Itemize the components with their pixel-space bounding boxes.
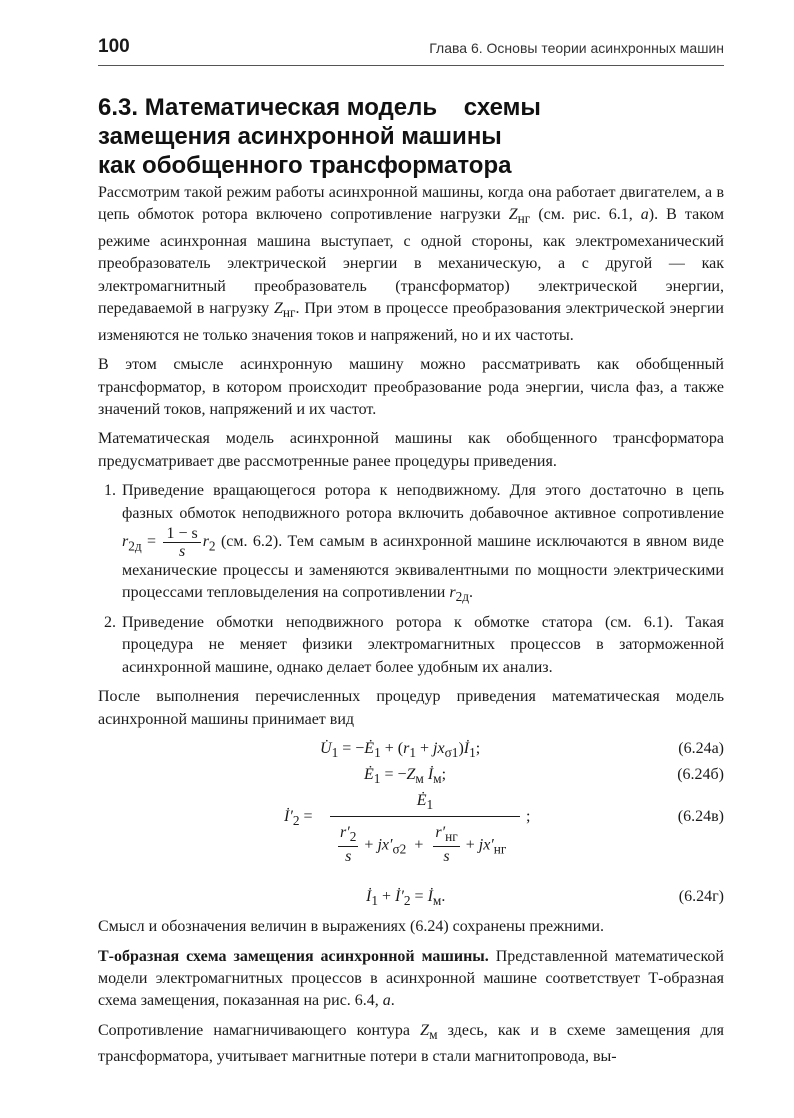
operator: =: [299, 808, 313, 826]
sub-fraction: [433, 824, 459, 867]
text: Рассмотрим такой режим работы асинхронной машины, когда она работает двигателем, а в цепь обмоток ротора включено сопротивление нагрузки: [98, 184, 724, 224]
operator: ;: [475, 740, 481, 758]
sub-fraction: [338, 824, 358, 867]
subscript: 2д: [128, 538, 142, 554]
symbol: Z: [508, 206, 518, 224]
operator: +: [416, 740, 434, 758]
procedure-list: [98, 480, 724, 679]
subscript: 1: [371, 893, 378, 909]
fraction: [163, 525, 200, 560]
subscript: 2: [292, 813, 300, 829]
paragraph: Смысл и обозначения величин в выражениях (6.24) сохранены прежними.: [98, 918, 604, 936]
subscript: м: [429, 1026, 438, 1042]
sub-fraction-numerator: [433, 824, 459, 847]
text: здесь, как и в схеме замещения для трансформатора, учитывает магнитные потери в стали магнитопровода, вы-: [98, 1021, 725, 1066]
symbol: Z: [273, 300, 283, 318]
symbol: Z: [420, 1021, 430, 1039]
text: ). В таком режиме асинхронная машина выступает, с одной стороны, как электромеханический преобразователь электрической энергии в механическую, а с другой — как электромагнитный преобразователь (трансформатор) электрической энергии, передаваемой в нагрузку: [98, 206, 724, 318]
header-rule: [98, 65, 724, 66]
symbol: jx′: [377, 836, 393, 854]
fraction-denominator: [336, 824, 526, 867]
symbol: r′: [435, 824, 446, 842]
subscript: нг: [493, 841, 507, 857]
subscript: нг: [517, 211, 531, 227]
page-header: [98, 32, 724, 62]
operator: = −: [380, 766, 407, 784]
list-item: [120, 480, 724, 609]
fraction-bar: [330, 816, 520, 817]
symbol: s: [443, 848, 450, 866]
subscript: 2д: [455, 589, 470, 605]
text: (см. 6.2). Тем самым в асинхронной машине исключаются в явном виде механические процессы и заменяются эквивалентными по мощности электрическими процессами тепловыделения на сопротивлении: [122, 533, 724, 602]
subscript: σ2: [392, 841, 407, 857]
subscript: м: [415, 771, 424, 787]
equation-6-24b: [98, 764, 724, 790]
symbol: Ė: [364, 740, 375, 758]
subscript: 1: [374, 745, 381, 761]
symbol: r: [403, 740, 410, 758]
symbol: İ: [463, 740, 470, 758]
symbol: Ė: [416, 792, 427, 810]
subscript: 1: [373, 771, 381, 787]
run-in-heading: Т-образная схема замещения асинхронной машины.: [98, 947, 489, 965]
symbol: Z: [406, 766, 416, 784]
text: =: [141, 533, 162, 551]
text: .: [469, 584, 474, 602]
section-title: [98, 93, 724, 180]
text: (см. рис. 6.1,: [530, 206, 641, 224]
symbol: jx: [433, 740, 445, 758]
operator: + (: [380, 740, 404, 758]
symbol: İ: [366, 888, 372, 906]
paragraph: [98, 1020, 724, 1069]
fraction-numerator: [330, 790, 520, 817]
equation-6-24v: [98, 790, 724, 886]
section-title-line: как обобщенного трансформатора: [98, 152, 512, 179]
paragraph: [98, 182, 724, 347]
symbol: Ė: [364, 766, 374, 784]
equation-label: (6.24б): [677, 766, 724, 784]
subscript: м: [432, 893, 442, 909]
equation-6-24g: [98, 886, 724, 916]
sub-fraction-denominator: [338, 847, 358, 867]
chapter-title: Глава 6. Основы теории асинхронных машин: [429, 40, 724, 56]
sub-fraction-numerator: [338, 824, 358, 847]
operator: =: [410, 888, 428, 906]
equation-body: [364, 764, 446, 791]
symbol: s: [178, 543, 186, 561]
text: . При этом в процессе преобразования электрической энергии изменяются не только значения токов и напряжений, но и их частоты.: [98, 300, 724, 344]
subscript: σ1: [444, 745, 459, 761]
subscript: 1: [469, 745, 476, 761]
symbol: r: [122, 533, 129, 551]
subscript: 1: [409, 745, 416, 761]
operator: +: [378, 888, 396, 906]
equation-6-24a: [98, 738, 724, 764]
subscript: нг: [282, 305, 296, 321]
figure-letter: а: [640, 206, 649, 224]
operator: ;: [526, 808, 531, 826]
symbol: İ′: [284, 808, 293, 826]
paragraph: После выполнения перечисленных процедур приведения математическая модель асинхронной машины принимает вид: [98, 688, 724, 728]
paragraph: [98, 946, 724, 1013]
operator: .: [441, 888, 446, 906]
symbol: r: [202, 533, 209, 551]
subscript: 2: [349, 829, 357, 845]
subscript: 1: [426, 797, 434, 813]
sub-fraction-denominator: [433, 847, 459, 867]
operator: +: [461, 836, 479, 854]
symbol: İ′: [395, 888, 404, 906]
section-title-line: 6.3. Математическая модель схемы: [98, 94, 541, 121]
operator: +: [406, 836, 432, 854]
fraction-numerator: 1 − s: [163, 525, 200, 543]
equation-body: [366, 886, 445, 913]
operator: +: [360, 836, 378, 854]
page-number: 100: [98, 36, 130, 57]
subscript: м: [433, 771, 442, 787]
page-body: [98, 182, 724, 1076]
subscript: 2: [403, 893, 411, 909]
symbol: jx′: [478, 836, 494, 854]
equation-lhs: [284, 806, 313, 833]
symbol: İ: [427, 888, 433, 906]
equation-label: (6.24в): [677, 808, 724, 826]
section-title-line: замещения асинхронной машины: [98, 123, 502, 150]
symbol: İ: [427, 766, 434, 784]
symbol: s: [345, 848, 352, 866]
paragraph: В этом смысле асинхронную машину можно рассматривать как обобщенный трансформатор, в котором происходит преобразование рода энергии, числа фаз, а также значений токов, напряжений и их частот.: [98, 356, 724, 419]
text: Сопротивление намагничивающего контура: [98, 1021, 421, 1039]
fraction-denominator: [163, 543, 200, 560]
equation-label: (6.24г): [678, 888, 724, 906]
symbol: U̇: [320, 740, 332, 758]
subscript: 1: [331, 745, 339, 761]
paragraph: Математическая модель асинхронной машины как обобщенного трансформатора предусматривает две рассмотренные ранее процедуры приведения.: [98, 430, 724, 470]
subscript: 2: [208, 538, 216, 554]
subscript: нг: [445, 829, 458, 845]
equation-label: (6.24а): [678, 740, 724, 758]
text: Представленной математической модели электромагнитных процессов в асинхронной машине соответствует Т-образная схема замещения, показанная на рис. 6.4,: [98, 947, 724, 1010]
list-item: 2. Приведение обмотки неподвижного ротора к обмотке статора (см. 6.1). Такая процедура не меняет физики электромагнитных процессов в заторможенной асинхронной машине, однако делает более удобным их анализ.: [120, 612, 724, 679]
text: Приведение вращающегося ротора к неподвижному. Для этого достаточно в цепь фазных обмоток неподвижного ротора включить добавочное активное сопротивление: [122, 482, 724, 522]
symbol: r: [449, 584, 456, 602]
operator: ;: [441, 766, 447, 784]
operator: = −: [338, 740, 365, 758]
equation-body: [320, 738, 480, 765]
text: .: [390, 992, 395, 1010]
symbol: r′: [340, 824, 350, 842]
operator: ): [458, 740, 464, 758]
figure-letter: а: [382, 992, 391, 1010]
